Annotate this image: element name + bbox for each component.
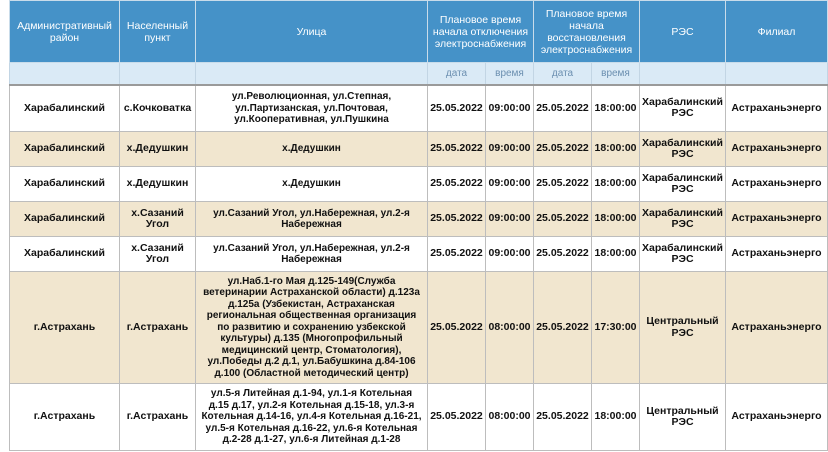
cell-off-date: 25.05.2022 [428, 237, 486, 272]
cell-settlement: х.Сазаний Угол [120, 237, 196, 272]
cell-district: г.Астрахань [10, 272, 120, 384]
cell-on-date: 25.05.2022 [534, 202, 592, 237]
cell-on-time: 18:00:00 [592, 167, 640, 202]
cell-on-time: 17:30:00 [592, 272, 640, 384]
cell-branch: Астраханьэнерго [726, 237, 828, 272]
subheader-row [10, 63, 828, 85]
table-row [10, 132, 828, 167]
cell-res: Харабалинский РЭС [640, 132, 726, 167]
cell-branch: Астраханьэнерго [726, 202, 828, 237]
cell-street: ул.5-я Литейная д.1-94, ул.1-я Котельная д.15 д.17, ул.2-я Котельная д.15-18, ул.3-я Котельная д.14-16, ул.4-я Котельная д.16-21, ул.5-я Котельная д.16-22, ул.6-я Котельная д.2-28 д.1-27, ул.6-я Литейная д.1-28 [196, 384, 428, 451]
cell-on-time: 18:00:00 [592, 85, 640, 132]
cell-district: Харабалинский [10, 85, 120, 132]
cell-on-date: 25.05.2022 [534, 167, 592, 202]
cell-branch: Астраханьэнерго [726, 132, 828, 167]
cell-branch: Астраханьэнерго [726, 85, 828, 132]
cell-on-date: 25.05.2022 [534, 272, 592, 384]
sub-off-time: время [486, 63, 534, 85]
header-row [10, 1, 828, 63]
cell-res: Харабалинский РЭС [640, 202, 726, 237]
sub-blank [10, 63, 120, 85]
cell-on-time: 18:00:00 [592, 384, 640, 451]
cell-settlement: г.Астрахань [120, 384, 196, 451]
table-row [10, 167, 828, 202]
cell-res: Харабалинский РЭС [640, 167, 726, 202]
table-row [10, 202, 828, 237]
cell-district: Харабалинский [10, 167, 120, 202]
table-row [10, 272, 828, 384]
sub-blank [640, 63, 726, 85]
col-off-time: Плановое время начала отключения электроснабжения [428, 1, 534, 63]
sub-blank [726, 63, 828, 85]
sub-on-date: дата [534, 63, 592, 85]
sub-blank [120, 63, 196, 85]
cell-settlement: с.Кочковатка [120, 85, 196, 132]
cell-res: Харабалинский РЭС [640, 85, 726, 132]
table-row [10, 237, 828, 272]
cell-on-date: 25.05.2022 [534, 384, 592, 451]
sub-off-date: дата [428, 63, 486, 85]
cell-settlement: г.Астрахань [120, 272, 196, 384]
cell-settlement: х.Дедушкин [120, 167, 196, 202]
cell-branch: Астраханьэнерго [726, 384, 828, 451]
cell-off-time: 08:00:00 [486, 272, 534, 384]
cell-res: Центральный РЭС [640, 384, 726, 451]
col-on-time: Плановое время начала восстановления электроснабжения [534, 1, 640, 63]
cell-res: Харабалинский РЭС [640, 237, 726, 272]
cell-street: ул.Наб.1-го Мая д.125-149(Служба ветеринарии Астраханской области) д.123а д.125а (Узбекистан, Астраханская региональная общественная организация по развитию и сохранению узбекской культуры) д.135 (Многопрофильный медицинский центр, Стоматология), ул.Победы д.2 д.1, ул.Бабушкина д.84-106 д.100 (Областной методический центр) [196, 272, 428, 384]
cell-on-time: 18:00:00 [592, 202, 640, 237]
outage-table [9, 0, 828, 451]
cell-off-time: 09:00:00 [486, 202, 534, 237]
cell-on-time: 18:00:00 [592, 237, 640, 272]
cell-res: Центральный РЭС [640, 272, 726, 384]
cell-off-date: 25.05.2022 [428, 202, 486, 237]
cell-district: Харабалинский [10, 202, 120, 237]
cell-street: ул.Революционная, ул.Степная, ул.Партизанская, ул.Почтовая, ул.Кооперативная, ул.Пушкина [196, 85, 428, 132]
cell-off-time: 09:00:00 [486, 85, 534, 132]
cell-branch: Астраханьэнерго [726, 272, 828, 384]
cell-on-date: 25.05.2022 [534, 132, 592, 167]
col-branch: Филиал [726, 1, 828, 63]
col-street: Улица [196, 1, 428, 63]
cell-settlement: х.Сазаний Угол [120, 202, 196, 237]
cell-off-date: 25.05.2022 [428, 272, 486, 384]
cell-district: Харабалинский [10, 132, 120, 167]
cell-off-date: 25.05.2022 [428, 85, 486, 132]
cell-off-date: 25.05.2022 [428, 167, 486, 202]
cell-off-date: 25.05.2022 [428, 132, 486, 167]
cell-district: г.Астрахань [10, 384, 120, 451]
cell-on-date: 25.05.2022 [534, 85, 592, 132]
outage-schedule [9, 0, 827, 451]
sub-blank [196, 63, 428, 85]
table-row [10, 85, 828, 132]
cell-off-time: 09:00:00 [486, 237, 534, 272]
cell-off-time: 08:00:00 [486, 384, 534, 451]
sub-on-time: время [592, 63, 640, 85]
cell-district: Харабалинский [10, 237, 120, 272]
cell-on-time: 18:00:00 [592, 132, 640, 167]
cell-off-time: 09:00:00 [486, 167, 534, 202]
cell-on-date: 25.05.2022 [534, 237, 592, 272]
cell-street: х.Дедушкин [196, 167, 428, 202]
cell-off-date: 25.05.2022 [428, 384, 486, 451]
col-settlement: Населенный пункт [120, 1, 196, 63]
cell-branch: Астраханьэнерго [726, 167, 828, 202]
cell-off-time: 09:00:00 [486, 132, 534, 167]
col-district: Административный район [10, 1, 120, 63]
cell-street: ул.Сазаний Угол, ул.Набережная, ул.2-я Набережная [196, 237, 428, 272]
cell-settlement: х.Дедушкин [120, 132, 196, 167]
table-row [10, 384, 828, 451]
col-res: РЭС [640, 1, 726, 63]
cell-street: ул.Сазаний Угол, ул.Набережная, ул.2-я Набережная [196, 202, 428, 237]
cell-street: х.Дедушкин [196, 132, 428, 167]
